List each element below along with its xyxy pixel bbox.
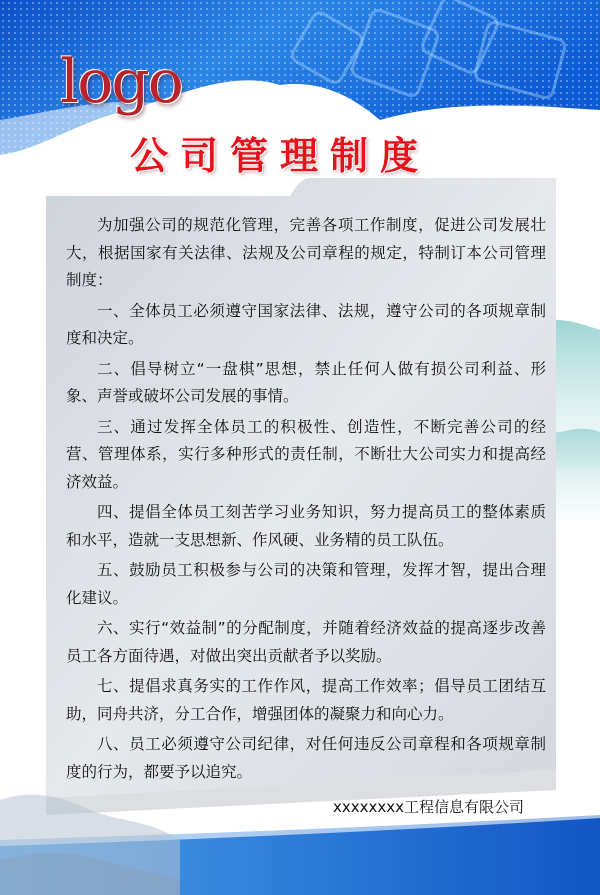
regulation-item-8: 八、员工必须遵守公司纪律，对任何违反公司章程和各项规章制度的行为，都要予以追究。 — [66, 735, 546, 781]
regulations-body — [66, 212, 546, 789]
intro-paragraph: 为加强公司的规范化管理，完善各项工作制度，促进公司发展壮大，根据国家有关法律、法规及公司章程的规定，特制订本公司管理制度： — [66, 216, 546, 289]
regulation-item-6: 六、实行“效益制”的分配制度，并随着经济效益的提高逐步改善员工各方面待遇，对做出突出贡献者予以奖励。 — [66, 619, 546, 665]
regulation-item-7: 七、提倡求真务实的工作作风，提高工作效率；倡导员工团结互助，同舟共济，分工合作，增强团体的凝聚力和向心力。 — [66, 677, 546, 723]
regulation-item-2: 二、倡导树立“一盘棋”思想，禁止任何人做有损公司利益、形象、声誉或破坏公司发展的事情。 — [66, 359, 546, 405]
regulation-item-1: 一、全体员工必须遵守国家法律、法规，遵守公司的各项规章制度和决定。 — [66, 301, 546, 347]
page-title: 公司管理制度 — [130, 134, 431, 178]
company-logo: logo — [60, 47, 182, 117]
company-name: xxxxxxxx工程信息有限公司 — [332, 798, 524, 816]
regulation-item-4: 四、提倡全体员工刻苦学习业务知识，努力提高员工的整体素质和水平，造就一支思想新、作风硬、业务精的员工队伍。 — [66, 503, 546, 549]
regulation-item-5: 五、鼓励员工积极参与公司的决策和管理，发挥才智，提出合理化建议。 — [66, 561, 546, 607]
regulation-item-3: 三、通过发挥全体员工的积极性、创造性，不断完善公司的经营、管理体系，实行多种形式的责任制，不断壮大公司实力和提高经济效益。 — [66, 417, 546, 491]
